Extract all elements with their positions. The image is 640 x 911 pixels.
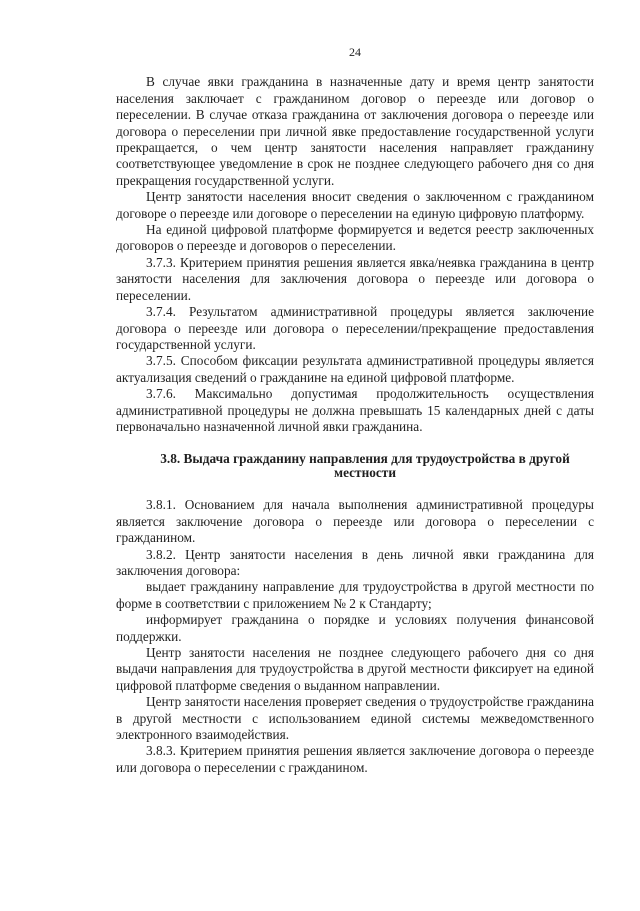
paragraph: Центр занятости населения вносит сведения о заключенном с гражданином договоре о переезде или договоре о переселении на единую цифровую платформу.	[116, 189, 594, 221]
paragraph: выдает гражданину направление для трудоустройства в другой местности по форме в соответствии с приложением № 2 к Стандарту;	[116, 579, 594, 611]
paragraph: 3.8.2. Центр занятости населения в день личной явки гражданина для заключения договора:	[116, 546, 594, 578]
paragraph: На единой цифровой платформе формируется и ведется реестр заключенных договоров о переезде и договоров о переселении.	[116, 222, 594, 254]
paragraph: 3.7.4. Результатом административной процедуры является заключение договора о переезде или договора о переселении/прекращение предоставления государственной услуги.	[116, 304, 594, 352]
paragraph: 3.8.1. Основанием для начала выполнения административной процедуры является заключение договора о переезде или договора о переселении с гражданином.	[116, 497, 594, 546]
page-number: 24	[349, 45, 361, 59]
paragraph: 3.7.6. Максимально допустимая продолжительность осуществления административной процедуры не должна превышать 15 календарных дней с даты первоначально назначенной личной явки гражданина.	[116, 386, 594, 434]
paragraph: Центр занятости населения не позднее следующего рабочего дня со дня выдачи направления для трудоустройства в другой местности фиксирует на единой цифровой платформе сведения о выданном направлении.	[116, 645, 594, 693]
paragraph: информирует гражданина о порядке и условиях получения финансовой поддержки.	[116, 612, 594, 644]
section-heading: 3.8. Выдача гражданину направления для трудоустройства в другой местности	[160, 451, 570, 481]
paragraph: В случае явки гражданина в назначенные дату и время центр занятости населения заключает с гражданином договор о переезде или договор о переселении. В случае отказа гражданина от заключения договора о переезде или договора о переселении при личной явке предоставление государственной услуги прекращается, о чем центр занятости населения направляет гражданину соответствующее уведомление в срок не позднее следующего рабочего дня со дня прекращения государственной услуги.	[116, 74, 594, 188]
paragraph: 3.8.3. Критерием принятия решения является заключение договора о переезде или договора о переселении с гражданином.	[116, 743, 594, 775]
paragraph: 3.7.5. Способом фиксации результата административной процедуры является актуализация сведений о гражданине на единой цифровой платформе.	[116, 353, 594, 385]
paragraph: 3.7.3. Критерием принятия решения является явка/неявка гражданина в центр занятости населения для заключения договора о переезде или договора о переселении.	[116, 254, 594, 303]
document-page	[116, 44, 594, 776]
paragraph: Центр занятости населения проверяет сведения о трудоустройстве гражданина в другой местности с использованием единой системы межведомственного электронного взаимодействия.	[116, 694, 594, 743]
